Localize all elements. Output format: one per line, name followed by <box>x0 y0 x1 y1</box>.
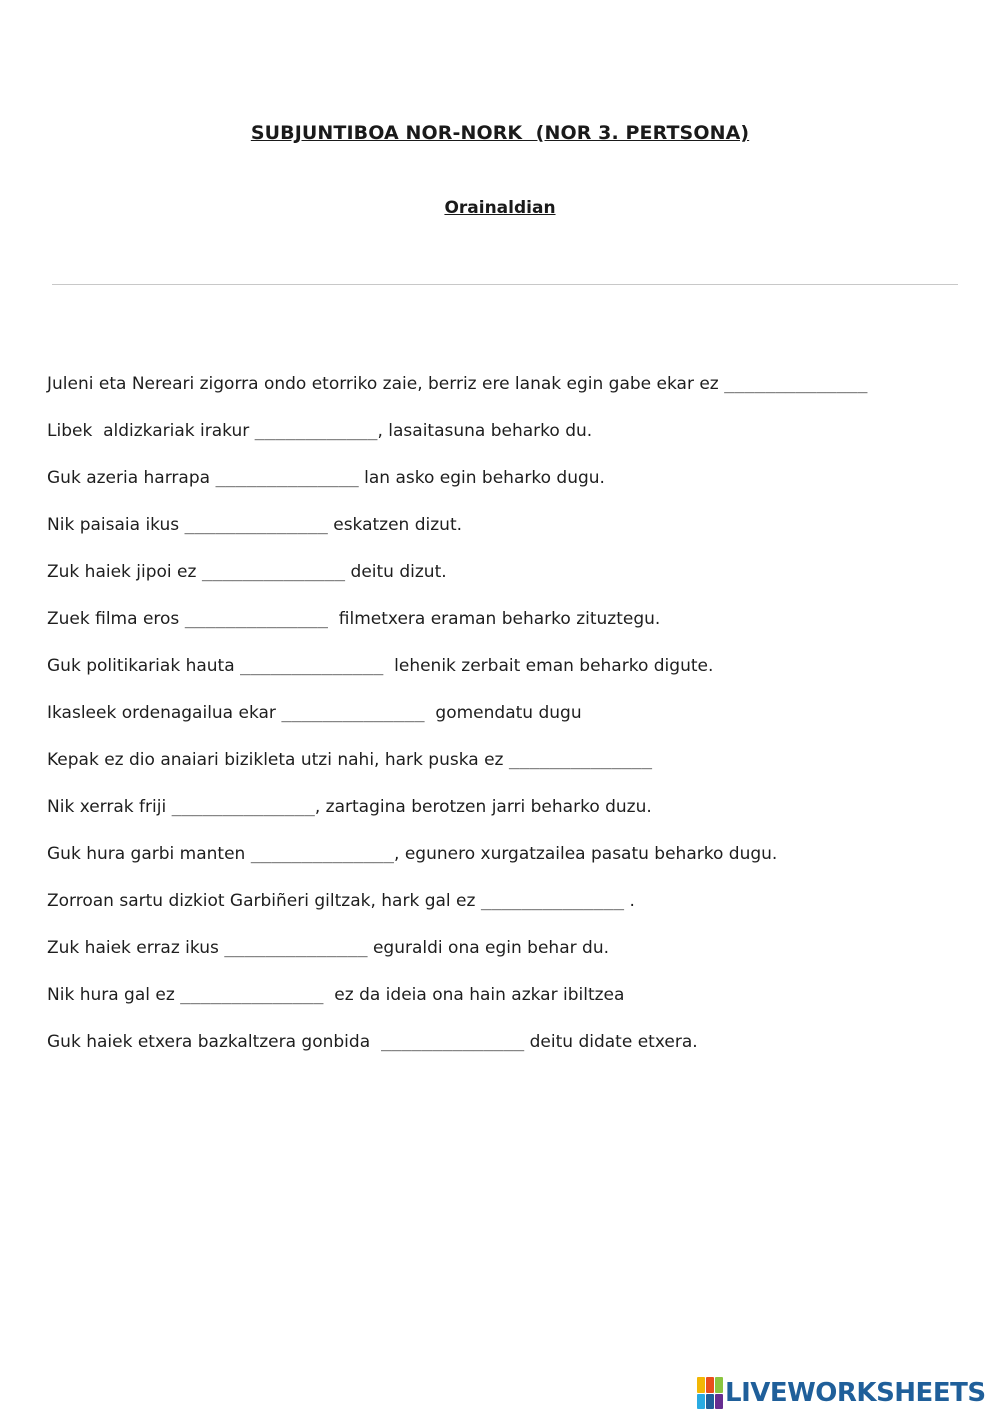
header-divider <box>52 284 958 285</box>
exercise-item <box>47 840 977 887</box>
exercise-text-before: Zuk haiek jipoi ez <box>47 562 202 582</box>
answer-blank[interactable]: ______________ <box>184 515 328 535</box>
answer-blank[interactable]: ______________ <box>380 1032 525 1052</box>
exercise-text-before: Libek aldizkariak irakur <box>47 421 255 441</box>
exercise-item <box>47 793 977 840</box>
exercise-item <box>47 558 977 605</box>
exercise-text-before: Guk hura garbi manten <box>47 844 251 864</box>
answer-blank[interactable]: ______________ <box>215 468 359 488</box>
answer-blank[interactable]: ______________ <box>224 938 368 958</box>
exercise-text-after: eskatzen dizut. <box>327 515 463 535</box>
exercise-text-after: , zartagina berotzen jarri beharko duzu. <box>314 797 652 817</box>
exercise-text-before: Nik hura gal ez <box>47 985 181 1005</box>
exercise-text-before: Zorroan sartu dizkiot Garbiñeri giltzak, hark gal ez <box>47 891 481 911</box>
exercise-text-before: Guk haiek etxera bazkaltzera gonbida <box>47 1032 381 1052</box>
logo-text: LIVEWORKSHEETS <box>725 1378 986 1408</box>
exercise-text-after: . <box>624 891 635 911</box>
exercise-text-after: , lasaitasuna beharko du. <box>377 421 593 441</box>
exercise-text-before: Ikasleek ordenagailua ekar <box>47 703 282 723</box>
answer-blank[interactable]: ______________ <box>201 562 346 582</box>
exercise-text-after: gomendatu dugu <box>424 703 582 723</box>
exercise-text-after: lan asko egin beharko dugu. <box>358 468 605 488</box>
answer-blank[interactable]: ____________ <box>254 421 378 441</box>
answer-blank[interactable]: ______________ <box>724 374 868 394</box>
exercise-item <box>47 370 977 417</box>
logo-mark-tile <box>715 1394 723 1410</box>
exercise-item <box>47 934 977 981</box>
worksheet-subtitle: Orainaldian <box>444 198 556 218</box>
logo-mark-tile <box>706 1377 714 1393</box>
logo-mark-tile <box>697 1394 705 1410</box>
exercise-text-after: eguraldi ona egin behar du. <box>367 938 609 958</box>
exercise-item <box>47 699 977 746</box>
exercise-text-before: Guk politikariak hauta <box>47 656 241 676</box>
exercise-item <box>47 746 977 793</box>
exercise-text-before: Guk azeria harrapa <box>47 468 216 488</box>
answer-blank[interactable]: ______________ <box>250 844 395 864</box>
liveworksheets-logo-icon <box>697 1377 723 1409</box>
exercise-item <box>47 464 977 511</box>
exercise-item <box>47 417 977 464</box>
exercise-item <box>47 511 977 558</box>
exercise-list <box>47 370 977 1075</box>
answer-blank[interactable]: ______________ <box>184 609 328 629</box>
exercise-item <box>47 605 977 652</box>
liveworksheets-logo[interactable] <box>697 1376 986 1410</box>
exercise-item <box>47 981 977 1028</box>
answer-blank[interactable]: ______________ <box>180 985 324 1005</box>
logo-mark-tile <box>715 1377 723 1393</box>
answer-blank[interactable]: ______________ <box>171 797 315 817</box>
exercise-text-after: filmetxera eraman beharko zituztegu. <box>327 609 661 629</box>
exercise-item <box>47 887 977 934</box>
exercise-text-after: ez da ideia ona hain azkar ibiltzea <box>323 985 625 1005</box>
exercise-text-after: lehenik zerbait eman beharko digute. <box>383 656 714 676</box>
answer-blank[interactable]: ______________ <box>240 656 384 676</box>
exercise-text-before: Zuek filma eros <box>47 609 185 629</box>
answer-blank[interactable]: ______________ <box>281 703 425 723</box>
answer-blank[interactable]: ______________ <box>480 891 625 911</box>
exercise-text-before: Kepak ez dio anaiari bizikleta utzi nahi, hark puska ez <box>47 750 509 770</box>
answer-blank[interactable]: ______________ <box>508 750 653 770</box>
logo-mark-tile <box>706 1394 714 1410</box>
exercise-text-before: Nik paisaia ikus <box>47 515 185 535</box>
exercise-text-after: , egunero xurgatzailea pasatu beharko dugu. <box>394 844 778 864</box>
exercise-text-before: Nik xerrak friji <box>47 797 172 817</box>
exercise-text-before: Juleni eta Nereari zigorra ondo etorriko zaie, berriz ere lanak egin gabe ekar ez <box>47 374 725 394</box>
worksheet-title: SUBJUNTIBOA NOR-NORK (NOR 3. PERTSONA) <box>250 122 750 144</box>
exercise-text-before: Zuk haiek erraz ikus <box>47 938 225 958</box>
exercise-text-after: deitu didate etxera. <box>524 1032 698 1052</box>
exercise-item <box>47 1028 977 1075</box>
exercise-item <box>47 652 977 699</box>
exercise-text-after: deitu dizut. <box>345 562 447 582</box>
logo-mark-tile <box>697 1377 705 1393</box>
